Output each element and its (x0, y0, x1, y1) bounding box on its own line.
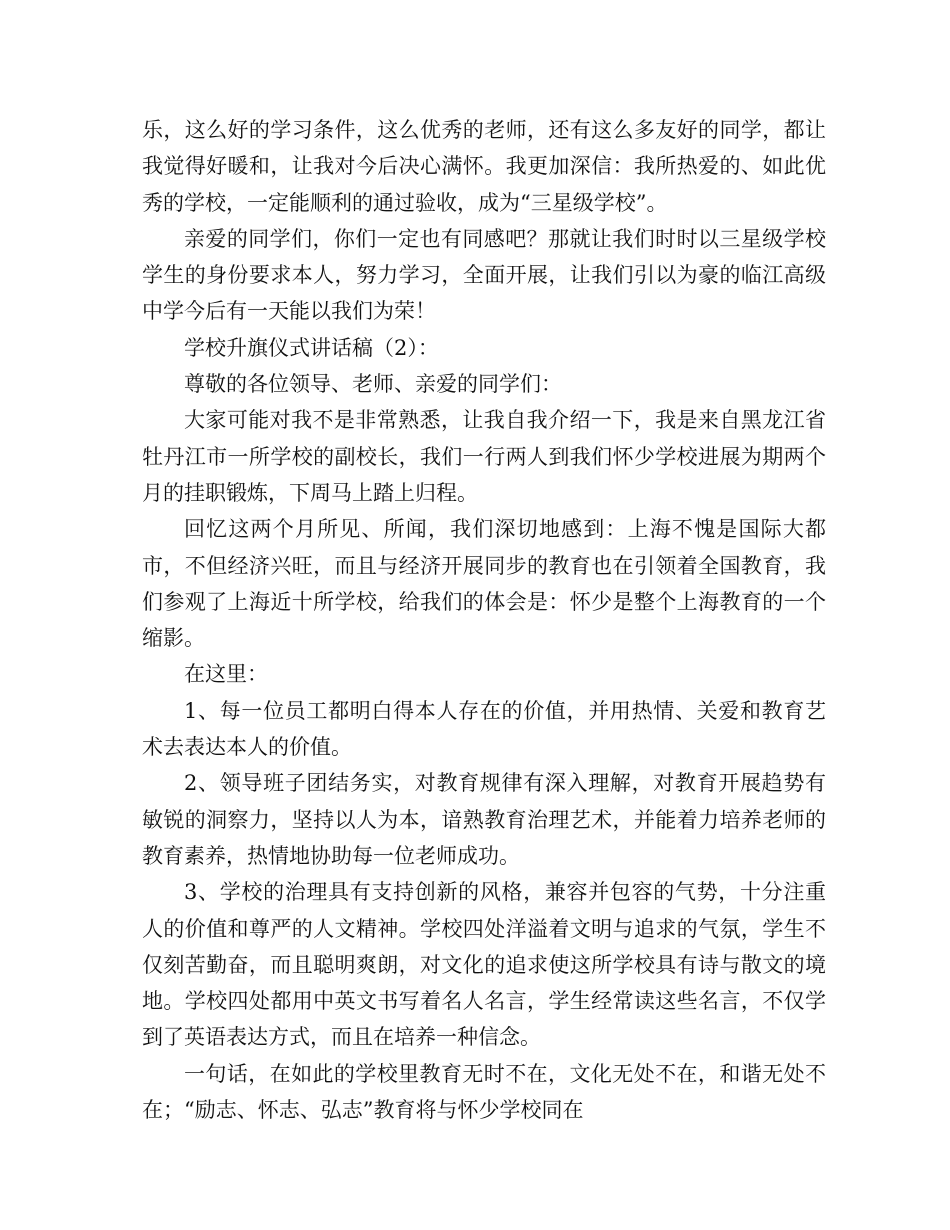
paragraph-here: 在这里： (184, 662, 268, 687)
document-body (142, 112, 826, 1128)
paragraph-appeal: 亲爱的同学们，你们一定也有同感吧？那就让我们时时以三星级学校学生的身份要求本人，努力学习，全面开展，让我们引以为豪的临江高级中学今后有一天能以我们为荣！ (142, 226, 826, 324)
paragraph-recollection: 回忆这两个月所见、所闻，我们深切地感到：上海不愧是国际大都市，不但经济兴旺，而且与经济开展同步的教育也在引领着全国教育，我们参观了上海近十所学校，给我们的体会是：怀少是整个上海教育的一个缩影。 (142, 517, 826, 651)
list-item-3: 3、学校的治理具有支持创新的风格，兼容并包容的气势，十分注重人的价值和尊严的人文精神。学校四处洋溢着文明与追求的气氛，学生不仅刻苦勤奋，而且聪明爽朗，对文化的追求使这所学校具有诗与散文的境地。学校四处都用中英文书写着名人名言，学生经常读这些名言，不仅学到了英语表达方式，而且在培养一种信念。 (142, 880, 826, 1050)
speech-heading: 学校升旗仪式讲话稿（2）： (184, 335, 439, 360)
paragraph-introduction: 大家可能对我不是非常熟悉，让我自我介绍一下，我是来自黑龙江省牡丹江市一所学校的副校长，我们一行两人到我们怀少学校进展为期两个月的挂职锻炼，下周马上踏上归程。 (142, 408, 826, 505)
list-item-2: 2、领导班子团结务实，对教育规律有深入理解，对教育开展趋势有敏锐的洞察力，坚持以人为本，谙熟教育治理艺术，并能着力培养老师的教育素养，热情地协助每一位老师成功。 (142, 771, 826, 868)
paragraph-continuation: 乐，这么好的学习条件，这么优秀的老师，还有这么多友好的同学，都让我觉得好暖和，让我对今后决心满怀。我更加深信：我所热爱的、如此优秀的学校，一定能顺利的通过验收，成为“三星级学校”。 (142, 118, 826, 215)
list-item-1: 1、每一位员工都明白得本人存在的价值，并用热情、关爱和教育艺术去表达本人的价值。 (142, 698, 826, 760)
paragraph-conclusion: 一句话，在如此的学校里教育无时不在，文化无处不在，和谐无处不在；“励志、怀志、弘志”教育将与怀少学校同在 (142, 1061, 826, 1123)
speech-salutation: 尊敬的各位领导、老师、亲爱的同学们： (184, 372, 562, 397)
